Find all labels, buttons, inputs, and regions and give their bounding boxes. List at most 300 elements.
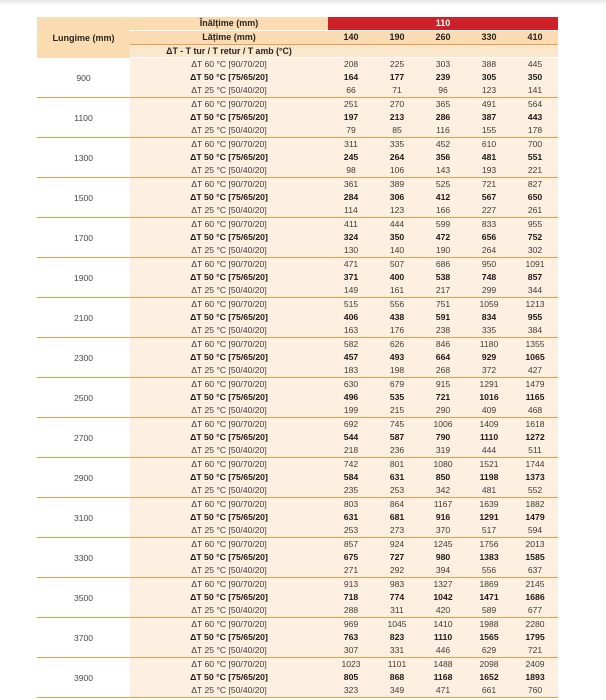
value-cell: 271 [343,565,359,575]
value-cell: 692 [343,419,359,429]
value-cell: 587 [389,432,405,442]
width-value-cell: 260 [420,31,466,44]
value-cell: 1165 [525,392,545,402]
value-cell: 582 [343,339,359,349]
row-label: ΔT 60 °C [90/70/20] [191,499,267,509]
value-cell: 980 [435,552,451,562]
row-label: ΔT 60 °C [90/70/20] [191,99,267,109]
value-cell: 292 [389,565,405,575]
data-row [130,151,558,164]
value-cell: 1795 [525,632,545,642]
value-cell: 1045 [387,619,407,629]
value-cell: 1988 [479,619,499,629]
value-cell: 444 [389,219,405,229]
row-label: ΔT 60 °C [90/70/20] [191,619,267,629]
value-cell: 166 [435,205,451,215]
value-cell: 727 [389,552,405,562]
width-value-cell: 410 [512,31,558,44]
value-cell: 1110 [479,432,499,442]
value-cell: 411 [344,219,358,229]
value-cell: 335 [481,325,497,335]
value-cell: 594 [527,525,543,535]
value-cell: 664 [435,352,451,362]
value-cell: 916 [435,512,451,522]
value-cell: 868 [389,672,405,682]
table-group [37,378,558,418]
row-label: ΔT 25 °C [50/40/20] [191,325,267,335]
value-cell: 350 [527,72,543,82]
value-cell: 79 [346,125,356,135]
value-cell: 409 [481,405,497,415]
data-row [130,351,558,364]
value-cell: 915 [435,379,451,389]
value-cell: 1488 [433,659,453,669]
value-cell: 1565 [479,632,499,642]
value-cell: 677 [527,605,543,615]
value-cell: 552 [527,485,543,495]
row-label: ΔT 25 °C [50/40/20] [191,365,267,375]
value-cell: 307 [343,645,359,655]
height-value-cell: 110 [328,17,558,30]
value-cell: 745 [389,419,405,429]
value-cell: 1409 [479,419,499,429]
width-value-cell: 190 [374,31,420,44]
table-body [37,58,558,698]
value-cell: 496 [343,392,359,402]
value-cell: 1639 [479,499,499,509]
row-label: ΔT 50 °C [75/65/20] [190,192,268,202]
value-cell: 1893 [525,672,545,682]
value-cell: 217 [435,285,451,295]
value-cell: 236 [389,445,405,455]
value-cell: 106 [389,165,405,175]
length-cell: 3300 [37,538,130,577]
data-row [130,218,558,231]
value-cell: 525 [435,179,451,189]
value-cell: 251 [343,99,359,109]
value-cell: 1006 [433,419,453,429]
data-row [130,404,558,417]
value-cell: 264 [389,152,405,162]
group-rows [130,578,558,617]
value-cell: 443 [527,112,543,122]
data-row [130,431,558,444]
value-cell: 66 [346,85,356,95]
length-cell: 3100 [37,498,130,537]
value-cell: 361 [343,179,359,189]
group-rows [130,418,558,457]
value-cell: 1042 [433,592,453,602]
value-cell: 610 [481,139,497,149]
row-label: ΔT 25 °C [50/40/20] [191,605,267,615]
value-cell: 846 [435,339,451,349]
value-cell: 438 [389,312,405,322]
data-row [130,378,558,391]
value-cell: 116 [436,125,450,135]
value-cell: 656 [481,232,497,242]
value-cell: 471 [343,259,359,269]
value-cell: 141 [527,85,543,95]
data-row [130,604,558,617]
value-cell: 801 [389,459,405,469]
value-cell: 302 [527,245,543,255]
value-cell: 215 [389,405,405,415]
height-header-row [130,17,558,31]
row-label: ΔT 60 °C [90/70/20] [191,459,267,469]
length-cell: 1700 [37,218,130,257]
row-label: ΔT 25 °C [50/40/20] [191,525,267,535]
value-cell: 834 [481,312,497,322]
value-cell: 1479 [525,512,545,522]
value-cell: 268 [435,365,451,375]
value-cell: 924 [389,539,405,549]
value-cell: 1383 [479,552,499,562]
value-cell: 983 [389,579,405,589]
data-row [130,684,558,697]
data-row [130,338,558,351]
value-cell: 1355 [525,339,545,349]
value-cell: 350 [389,232,405,242]
value-cell: 1167 [433,499,453,509]
value-cell: 511 [528,445,542,455]
value-cell: 98 [346,165,356,175]
value-cell: 286 [435,112,451,122]
value-cell: 1618 [525,419,545,429]
value-cell: 199 [343,405,359,415]
row-label: ΔT 50 °C [75/65/20] [190,432,268,442]
value-cell: 1016 [479,392,499,402]
group-rows [130,138,558,177]
value-cell: 748 [481,272,497,282]
group-rows [130,498,558,537]
value-cell: 197 [343,112,359,122]
row-label: ΔT 60 °C [90/70/20] [191,659,267,669]
row-label: ΔT 25 °C [50/40/20] [191,565,267,575]
width-value-cell: 330 [466,31,512,44]
value-cell: 760 [527,685,543,695]
value-cell: 538 [435,272,451,282]
value-cell: 178 [527,125,543,135]
value-cell: 323 [343,685,359,695]
value-cell: 1272 [525,432,545,442]
height-label: Înălțime (mm) [130,17,328,30]
value-cell: 303 [435,59,451,69]
value-cell: 270 [389,99,405,109]
data-row [130,444,558,457]
value-cell: 661 [481,685,497,695]
table-group [37,538,558,578]
row-label: ΔT 50 °C [75/65/20] [190,632,268,642]
data-row [130,458,558,471]
value-cell: 394 [435,565,451,575]
value-cell: 556 [481,565,497,575]
value-cell: 1168 [433,672,453,682]
value-cell: 472 [435,232,451,242]
value-cell: 679 [389,379,405,389]
length-cell: 2500 [37,378,130,417]
data-row [130,71,558,84]
value-cell: 198 [389,365,405,375]
value-cell: 143 [435,165,451,175]
row-label: ΔT 50 °C [75/65/20] [190,72,268,82]
value-cell: 1327 [433,579,453,589]
value-cell: 631 [389,472,405,482]
value-cell: 1065 [525,352,545,362]
value-cell: 1091 [525,259,545,269]
table-group [37,258,558,298]
value-cell: 71 [392,85,402,95]
data-row [130,271,558,284]
value-cell: 123 [389,205,405,215]
value-cell: 261 [527,205,543,215]
row-label: ΔT 60 °C [90/70/20] [191,259,267,269]
value-cell: 163 [343,325,359,335]
value-cell: 629 [481,645,497,655]
value-cell: 1180 [479,339,499,349]
value-cell: 721 [435,392,451,402]
data-row [130,324,558,337]
data-row [130,58,558,71]
row-label: ΔT 25 °C [50/40/20] [191,405,267,415]
value-cell: 637 [527,565,543,575]
value-cell: 481 [481,152,497,162]
group-rows [130,98,558,137]
table-group [37,338,558,378]
length-column-header: Lungime (mm) [37,17,130,58]
length-cell: 1100 [37,98,130,137]
value-cell: 2409 [525,659,545,669]
value-cell: 1213 [525,299,545,309]
value-cell: 177 [389,72,405,82]
value-cell: 700 [527,139,543,149]
value-cell: 752 [527,232,543,242]
row-label: ΔT 60 °C [90/70/20] [191,219,267,229]
value-cell: 681 [389,512,405,522]
data-row [130,658,558,671]
value-cell: 238 [435,325,451,335]
value-cell: 406 [343,312,359,322]
data-row [130,364,558,377]
value-cell: 342 [435,485,451,495]
row-label: ΔT 50 °C [75/65/20] [190,592,268,602]
data-row [130,191,558,204]
row-label: ΔT 60 °C [90/70/20] [191,339,267,349]
table-group [37,458,558,498]
table-header [37,17,558,58]
group-rows [130,218,558,257]
length-cell: 3500 [37,578,130,617]
value-cell: 493 [389,352,405,362]
row-label: ΔT 60 °C [90/70/20] [191,299,267,309]
value-cell: 331 [389,645,405,655]
row-label: ΔT 60 °C [90/70/20] [191,59,267,69]
value-cell: 686 [435,259,451,269]
data-row [130,284,558,297]
group-rows [130,338,558,377]
value-cell: 311 [390,605,404,615]
value-cell: 388 [481,59,497,69]
value-cell: 273 [389,525,405,535]
width-header-row [130,31,558,45]
data-row [130,98,558,111]
value-cell: 857 [527,272,543,282]
value-cell: 556 [389,299,405,309]
value-cell: 1291 [479,512,499,522]
value-cell: 311 [344,139,358,149]
value-cell: 349 [389,685,405,695]
value-cell: 140 [389,245,405,255]
value-cell: 288 [343,605,359,615]
value-cell: 387 [481,112,497,122]
value-cell: 457 [343,352,359,362]
row-label: ΔT 50 °C [75/65/20] [190,112,268,122]
value-cell: 239 [435,72,451,82]
value-cell: 235 [343,485,359,495]
value-cell: 149 [343,285,359,295]
value-cell: 306 [389,192,405,202]
length-cell: 2700 [37,418,130,457]
value-cell: 356 [435,152,451,162]
data-row [130,244,558,257]
value-cell: 599 [435,219,451,229]
value-cell: 1110 [433,632,453,642]
value-cell: 190 [435,245,451,255]
value-cell: 221 [527,165,543,175]
value-cell: 1410 [433,619,453,629]
row-label: ΔT 50 °C [75/65/20] [190,152,268,162]
group-rows [130,378,558,417]
value-cell: 1101 [387,659,407,669]
group-rows [130,458,558,497]
value-cell: 1080 [433,459,453,469]
value-cell: 544 [343,432,359,442]
value-cell: 1585 [525,552,545,562]
value-cell: 857 [343,539,359,549]
group-rows [130,618,558,657]
data-row [130,178,558,191]
length-cell: 1500 [37,178,130,217]
value-cell: 384 [527,325,543,335]
value-cell: 290 [435,405,451,415]
row-label: ΔT 25 °C [50/40/20] [191,245,267,255]
value-cell: 452 [435,139,451,149]
value-cell: 389 [389,179,405,189]
value-cell: 1198 [479,472,499,482]
value-cell: 564 [527,99,543,109]
row-label: ΔT 50 °C [75/65/20] [190,552,268,562]
row-label: ΔT 50 °C [75/65/20] [190,272,268,282]
value-cell: 823 [389,632,405,642]
row-label: ΔT 60 °C [90/70/20] [191,179,267,189]
delta-t-header-row [130,45,558,58]
length-cell: 3700 [37,618,130,657]
value-cell: 1756 [479,539,499,549]
data-row [130,578,558,591]
value-cell: 2098 [479,659,499,669]
value-cell: 446 [435,645,451,655]
value-cell: 790 [435,432,451,442]
data-row [130,298,558,311]
data-row [130,524,558,537]
value-cell: 400 [389,272,405,282]
value-cell: 1373 [525,472,545,482]
length-cell: 1900 [37,258,130,297]
row-label: ΔT 50 °C [75/65/20] [190,672,268,682]
group-rows [130,58,558,97]
group-rows [130,538,558,577]
row-label: ΔT 50 °C [75/65/20] [190,312,268,322]
value-cell: 2013 [525,539,545,549]
row-label: ΔT 25 °C [50/40/20] [191,445,267,455]
page-top-shadow [0,0,606,6]
value-cell: 517 [481,525,497,535]
value-cell: 864 [389,499,405,509]
data-row [130,551,558,564]
length-cell: 2300 [37,338,130,377]
value-cell: 913 [343,579,359,589]
value-cell: 774 [389,592,405,602]
data-row [130,231,558,244]
value-cell: 114 [344,205,358,215]
data-row [130,538,558,551]
data-row [130,138,558,151]
value-cell: 481 [481,485,497,495]
value-cell: 193 [481,165,497,175]
value-cell: 721 [481,179,497,189]
value-cell: 630 [343,379,359,389]
value-cell: 491 [481,99,497,109]
value-cell: 2145 [525,579,545,589]
data-row [130,111,558,124]
data-row [130,418,558,431]
row-label: ΔT 25 °C [50/40/20] [191,285,267,295]
value-cell: 161 [389,285,405,295]
value-cell: 631 [343,512,359,522]
data-row [130,164,558,177]
table-group [37,178,558,218]
value-cell: 1882 [525,499,545,509]
value-cell: 751 [435,299,451,309]
value-cell: 335 [389,139,405,149]
value-cell: 1245 [433,539,453,549]
row-label: ΔT 25 °C [50/40/20] [191,645,267,655]
table-group [37,498,558,538]
value-cell: 1521 [479,459,499,469]
value-cell: 253 [389,485,405,495]
data-row [130,311,558,324]
table-group [37,578,558,618]
value-cell: 955 [527,312,543,322]
row-label: ΔT 50 °C [75/65/20] [190,392,268,402]
value-cell: 718 [343,592,359,602]
value-cell: 551 [527,152,543,162]
data-row [130,391,558,404]
group-rows [130,178,558,217]
value-cell: 1059 [479,299,499,309]
value-cell: 445 [527,59,543,69]
delta-t-header-label: ΔT - T tur / T retur / T amb (°C) [166,46,292,56]
value-cell: 245 [343,152,359,162]
value-cell: 208 [343,59,359,69]
row-label: ΔT 50 °C [75/65/20] [190,352,268,362]
value-cell: 742 [343,459,359,469]
value-cell: 324 [343,232,359,242]
value-cell: 950 [481,259,497,269]
value-cell: 123 [481,85,497,95]
value-cell: 468 [527,405,543,415]
data-row [130,511,558,524]
data-row [130,84,558,97]
